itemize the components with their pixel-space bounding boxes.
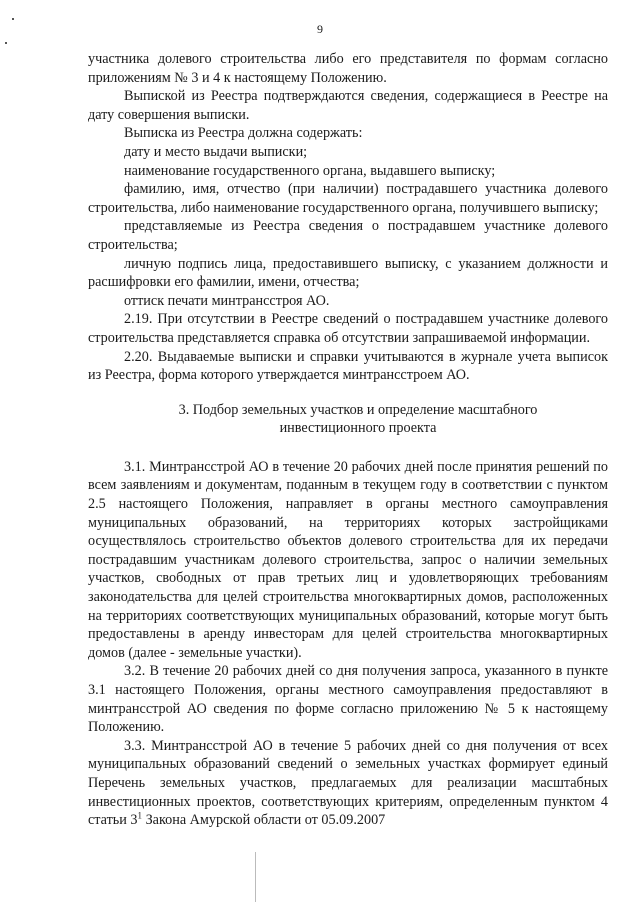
list-item: фамилию, имя, отчество (при наличии) пострадавшего участника долевого строительства, либо наименование государственного органа, получившего выписку; <box>88 181 608 216</box>
list-item: дату и место выдачи выписки; <box>124 143 308 160</box>
list-item: представляемые из Реестра сведения о пострадавшем участнике долевого строительства; <box>88 218 608 253</box>
paragraph-3-3-text: 3.3. Минтрансстрой АО в течение 5 рабочих дней со дня получения от всех муниципальных образований сведений о земельных участках формирует единый Перечень земельных участков, предлагаемых для реализации масштабных инвестиционных проектов, соответствующих критериям, определенным пунктом 4 статьи 3 <box>88 737 608 829</box>
paragraph-3-3 <box>88 737 608 830</box>
page-number: 9 <box>317 22 323 36</box>
paragraph-2-20: 2.20. Выдаваемые выписки и справки учитываются в журнале учета выписок из Реестра, форма которого утверждается минтрансстроем АО. <box>88 348 608 384</box>
scan-artifact <box>5 42 7 44</box>
document-body <box>88 50 608 830</box>
paragraph-3-2: 3.2. В течение 20 рабочих дней со дня получения запроса, указанного в пункте 3.1 настоящего Положения, органы местного самоуправления предоставляют в минтрансстрой АО сведения по форме согласно приложению № 5 к настоящему Положению. <box>88 663 608 736</box>
paragraph: Выпиской из Реестра подтверждаются сведения, содержащиеся в Реестре на дату совершения выписки. <box>88 88 608 123</box>
list-item: наименование государственного органа, выдавшего выписку; <box>124 162 496 179</box>
superscript: 1 <box>137 810 143 821</box>
scan-artifact <box>255 852 256 902</box>
section-heading: 3. Подбор земельных участков и определение масштабного инвестиционного проекта <box>178 401 538 437</box>
paragraph-3-1: 3.1. Минтрансстрой АО в течение 20 рабочих дней после принятия решений по всем заявлениям и документам, поданным в текущем году в соответствии с пунктом 2.5 настоящего Положения, направляет в органы местного самоуправления муниципальных образований, на территориях которых застройщиками осуществлялось строительство объектов долевого строительства для их передачи пострадавшим участникам долевого строительства, запрос о наличии земельных участков, свободных от прав третьих лиц и удовлетворяющих требованиям законодательства для целей строительства многоквартирных домов, расположенных на территориях соответствующих муниципальных образований, которые могут быть предоставлены в аренду инвесторам для целей строительства многоквартирных домов (далее - земельные участки). <box>88 458 608 661</box>
paragraph: Выписка из Реестра должна содержать: <box>124 125 363 142</box>
list-item: личную подпись лица, предоставившего выписку, с указанием должности и расшифровки его фамилии, имени, отчества; <box>88 255 608 291</box>
paragraph-3-3-text-end: Закона Амурской области от 05.09.2007 <box>142 812 386 829</box>
paragraph-2-19: 2.19. При отсутствии в Реестре сведений о пострадавшем участнике долевого строительства представляется справка об отсутствии запрашиваемой информации. <box>88 311 608 346</box>
paragraph-continuation: участника долевого строительства либо его представителя по формам согласно приложениям № 3 и 4 к настоящему Положению. <box>88 51 608 86</box>
list-item: оттиск печати минтрансстроя АО. <box>124 292 330 309</box>
scan-artifact <box>12 18 14 20</box>
